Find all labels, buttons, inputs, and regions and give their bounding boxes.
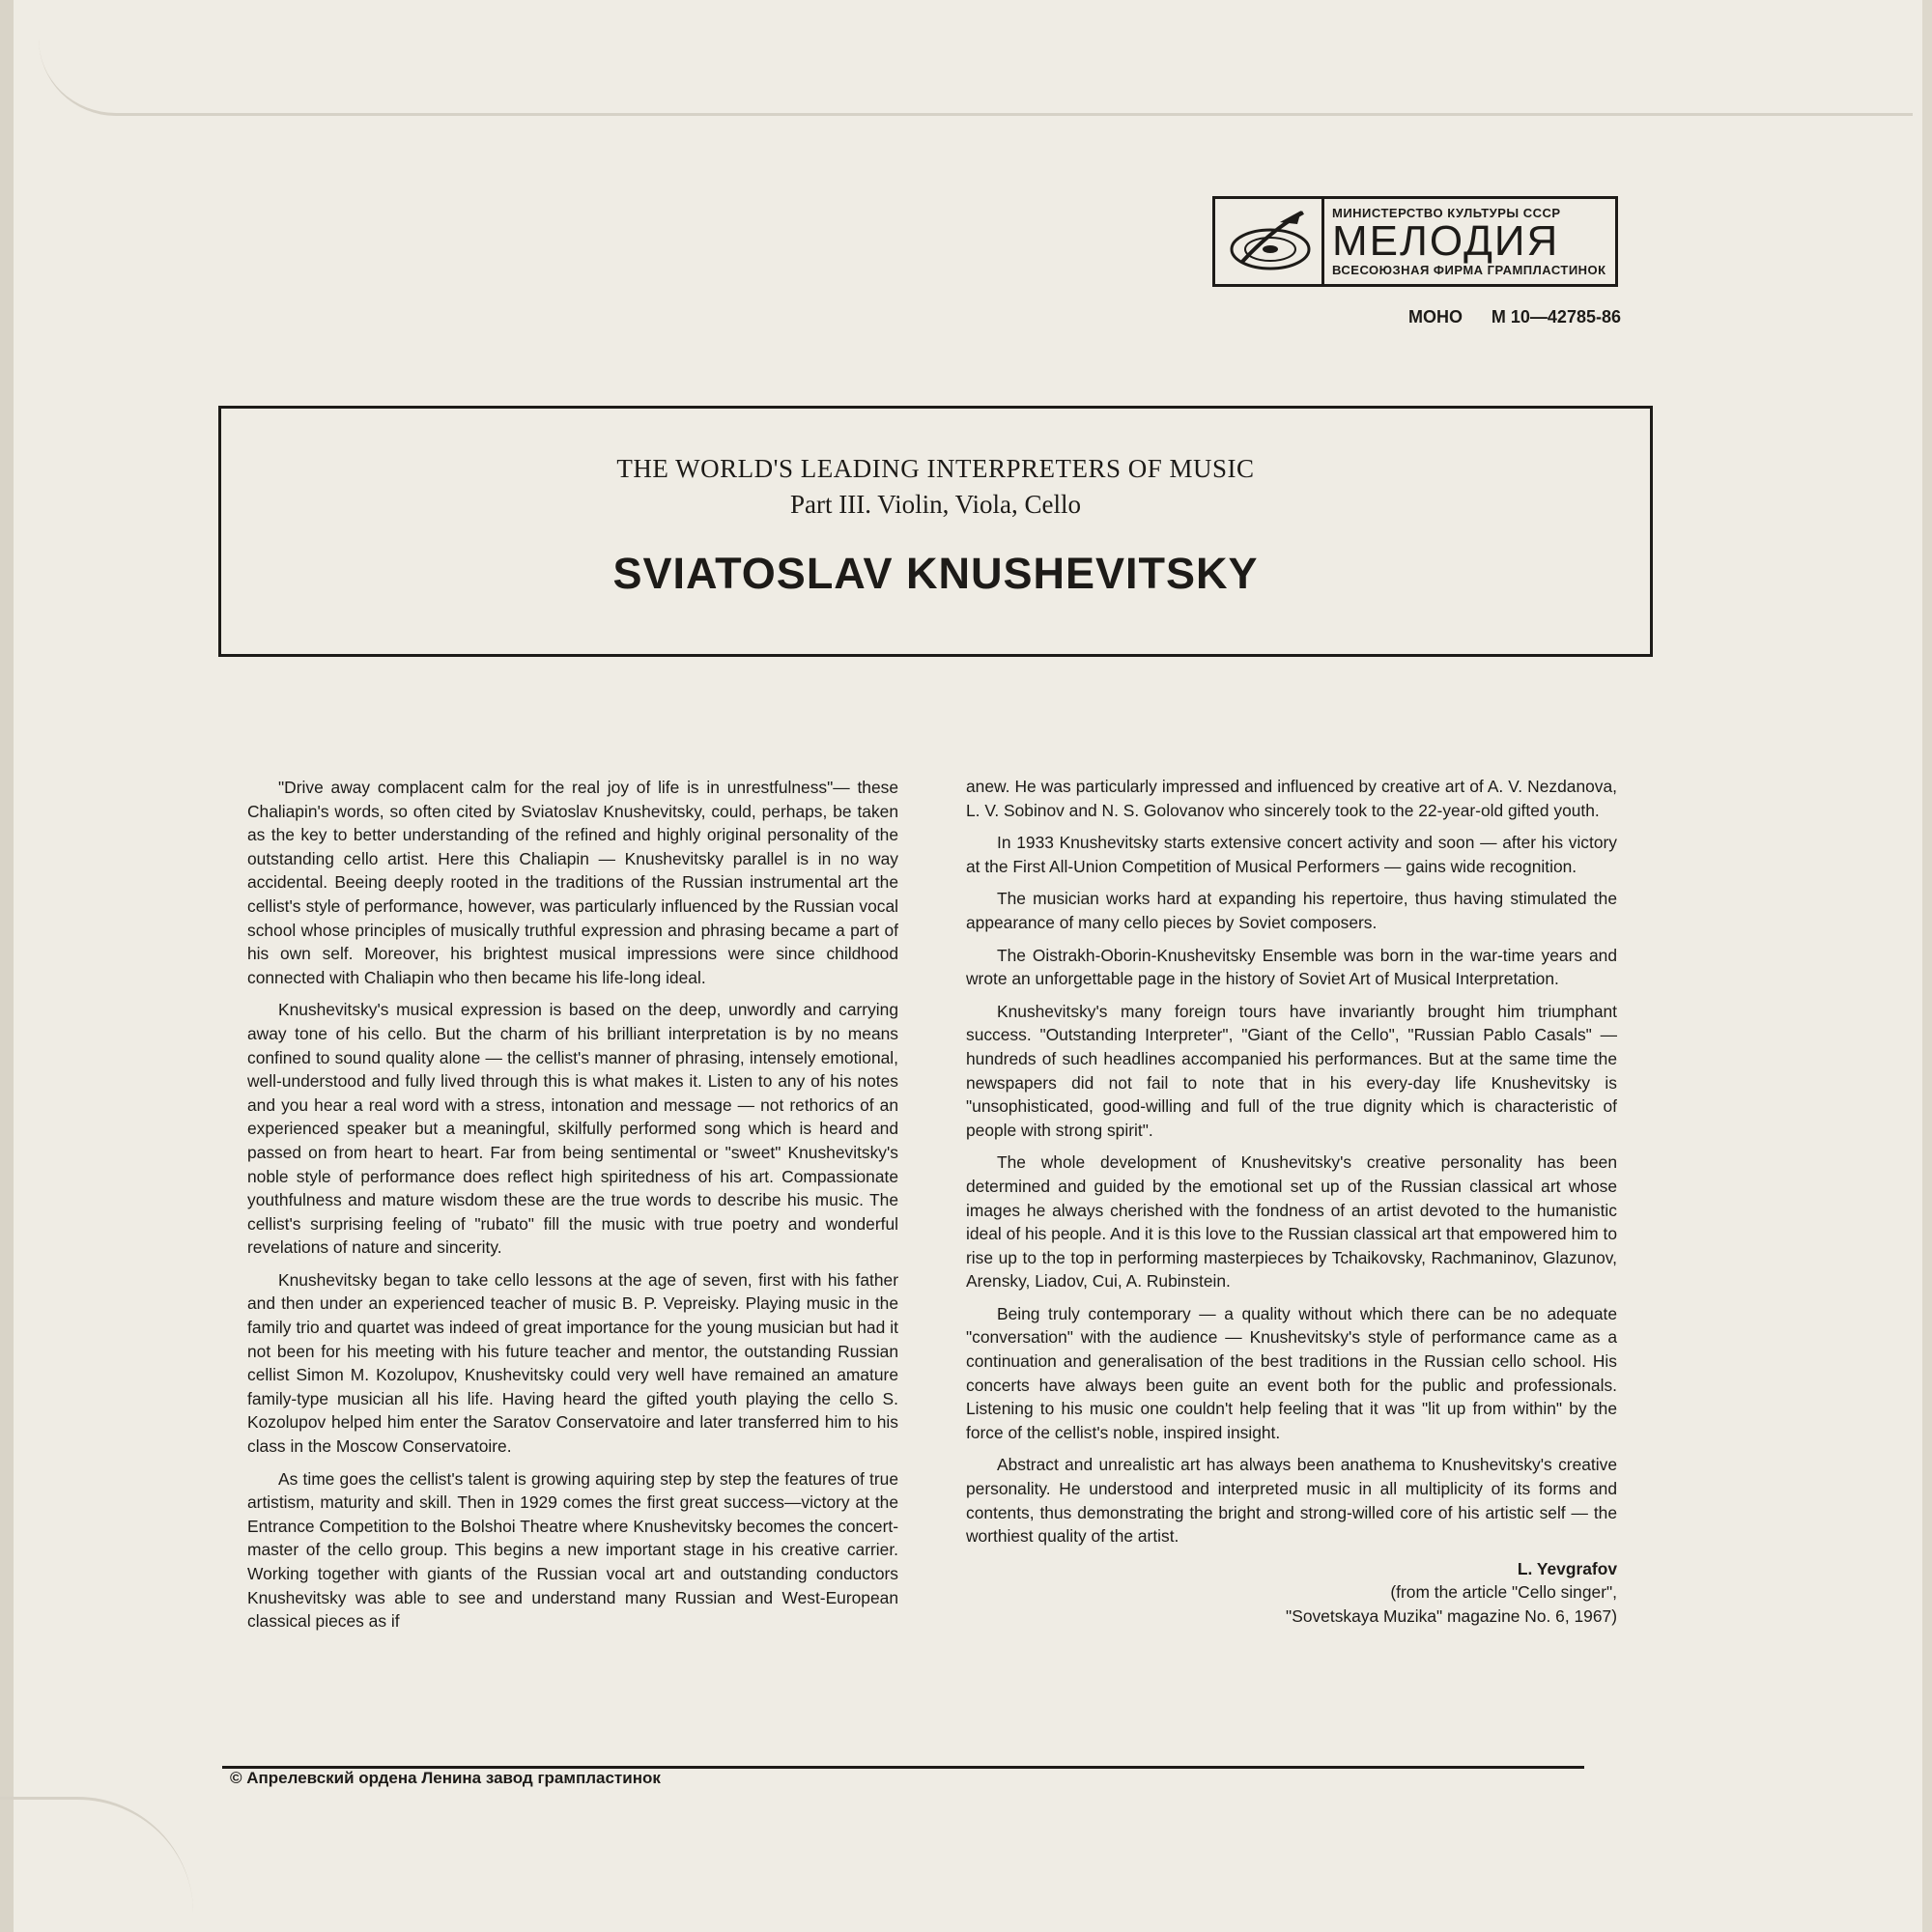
logo-ministry-text: МИНИСТЕРСТВО КУЛЬТУРЫ СССР bbox=[1332, 206, 1561, 220]
artist-name: SVIATOSLAV KNUSHEVITSKY bbox=[612, 549, 1259, 598]
paragraph: The musician works hard at expanding his repertoire, thus having stimulated the appearance of many cello pieces by Soviet composers. bbox=[966, 889, 1617, 932]
right-column bbox=[966, 775, 1617, 1629]
paragraph: The whole development of Knushevitsky's creative personality has been determined and guided by the emotional set up of the Russian classical art whose images he always cherished with the fondness of an artist devoted to the humanistic ideal of his people. And it is this love to the Russian classical art that empowered him to rise up to the top in performing masterpieces by Tchaikovsky, Rachmaninov, Glazunov, Arensky, Liadov, Cui, A. Rubinstein. bbox=[966, 1152, 1617, 1292]
part-title: Part III. Violin, Viola, Cello bbox=[790, 490, 1081, 519]
paragraph: As time goes the cellist's talent is growing aquiring step by step the features of true artistism, maturity and skill. Then in 1929 comes the first great success—victory at the Entrance Competition to the Bolshoi Theatre where Knushevitsky becomes the concert-master of the cello group. This begins a new important stage in his creative carrier. Working together with giants of the Russian vocal art and outstanding conductors Knushevitsky was able to see and understand many Russian and West-European classical pieces as if bbox=[247, 1468, 898, 1632]
paragraph: Knushevitsky's many foreign tours have invariantly brought him triumphant success. "Outstanding Interpreter", "Giant of the Cello", "Russian Pablo Casals" — hundreds of such headlines accompanied his performances. But at the same time the newspapers did not fail to note that in his every-day life Knushevitsky is "unsophisticated, good-willing and full of the true dignity which is characteristic of people with strong spirit". bbox=[966, 1001, 1617, 1140]
paragraph: In 1933 Knushevitsky starts extensive concert activity and soon — after his victory at the First All-Union Competition of Musical Performers — gains wide recognition. bbox=[966, 833, 1617, 876]
catalog-number: М 10—42785-86 bbox=[1491, 307, 1621, 327]
format-label: МОНО bbox=[1408, 307, 1463, 327]
paragraph: Being truly contemporary — a quality without which there can be no adequate "conversation" with the audience — Knushevitsky's style of performance came as a continuation and generalisation of the best traditions in the Russian cello school. His concerts have always been guite an event both for the public and professionals. Listening to his music one couldn't help feeling that it was "lit up from within" by the force of the cellist's noble, inspired insight. bbox=[966, 1303, 1617, 1442]
paragraph: "Drive away complacent calm for the real joy of life is in unrestfulness"— these Chaliapin's words, so often cited by Sviatoslav Knushevitsky, could, perhaps, be taken as the key to better understanding of the refined and highly original personality of the outstanding cello artist. Here this Chaliapin — Knushevitsky parallel is in no way accidental. Beeing deeply rooted in the traditions of the Russian instrumental art the cellist's style of performance, however, was particularly influenced by the Russian vocal school whose principles of musically truthful expression and phrasing became a part of his own self. Moreover, his brightest musical impressions were since childhood connected with Chaliapin who then became his life-long ideal. bbox=[247, 778, 898, 987]
logo-company-text: ВСЕСОЮЗНАЯ ФИРМА ГРАМПЛАСТИНОК bbox=[1332, 263, 1606, 277]
sleeve-flap-curve bbox=[39, 0, 1913, 116]
melodiya-record-icon bbox=[1215, 199, 1324, 284]
paragraph: Knushevitsky began to take cello lessons at the age of seven, first with his father and then under an experienced teacher of music B. P. Vepreisky. Playing music in the family trio and quartet was indeed of great importance for the young musician but had it not been for his meeting with his future teacher and mentor, the outstanding Russian cellist Simon M. Kozolupov, Knushevitsky could very well have remained an amature family-type musician all his life. Having heard the gifted youth playing the cello S. Kozolupov helped him enter the Saratov Conservatoire and later transferred him to his class in the Moscow Conservatoire. bbox=[247, 1269, 898, 1457]
melodiya-logo bbox=[1212, 196, 1618, 287]
paragraph: Knushevitsky's musical expression is based on the deep, unwordly and carrying away tone of his cello. But the charm of his brilliant interpretation is by no means confined to sound quality alone — the cellist's manner of phrasing, intensely emotional, well-understood and fully lived through this is what makes it. Listen to any of his notes and you hear a real word with a stress, intonation and message — not rethorics of an experienced speaker but a meaningful, skilfully performed song which is heard and passed on from heart to heart. Far from being sentimental or "sweet" Knushevitsky's noble style of performance does reflect high spiritedness of his art. Compassionate youthfulness and mature wisdom these are the true words to describe his music. The cellist's surprising feeling of "rubato" fill the music with true poetry and wonderful revelations of nature and sincerity. bbox=[247, 1000, 898, 1258]
source-line: (from the article "Cello singer", bbox=[1390, 1582, 1617, 1603]
paragraph: The Oistrakh-Oborin-Knushevitsky Ensemble was born in the war-time years and wrote an unforgettable page in the history of Soviet Art of Musical Interpretation. bbox=[966, 945, 1617, 989]
logo-brand-name: МЕЛОДИЯ bbox=[1332, 217, 1560, 265]
series-title: THE WORLD'S LEADING INTERPRETERS OF MUSIC bbox=[616, 454, 1255, 483]
footer-copyright: © Апрелевский ордена Ленина завод грампластинок bbox=[230, 1769, 661, 1787]
source-line: "Sovetskaya Muzika" magazine No. 6, 1967) bbox=[1286, 1606, 1617, 1626]
left-column bbox=[247, 776, 898, 1642]
author-signature: L. Yevgrafov bbox=[1517, 1558, 1617, 1578]
paragraph: Abstract and unrealistic art has always been anathema to Knushevitsky's creative personality. He understood and interpreted music in all multiplicity of its forms and contents, thus demonstrating the bright and strong-willed core of his artistic self — the worthiest quality of the artist. bbox=[966, 1455, 1617, 1547]
title-box bbox=[218, 406, 1653, 657]
catalog-info bbox=[1408, 307, 1621, 327]
paragraph: anew. He was particularly impressed and influenced by creative art of A. V. Nezdanova, L. V. Sobinov and N. S. Golovanov who sincerely took to the 22-year-old gifted youth. bbox=[966, 777, 1617, 820]
